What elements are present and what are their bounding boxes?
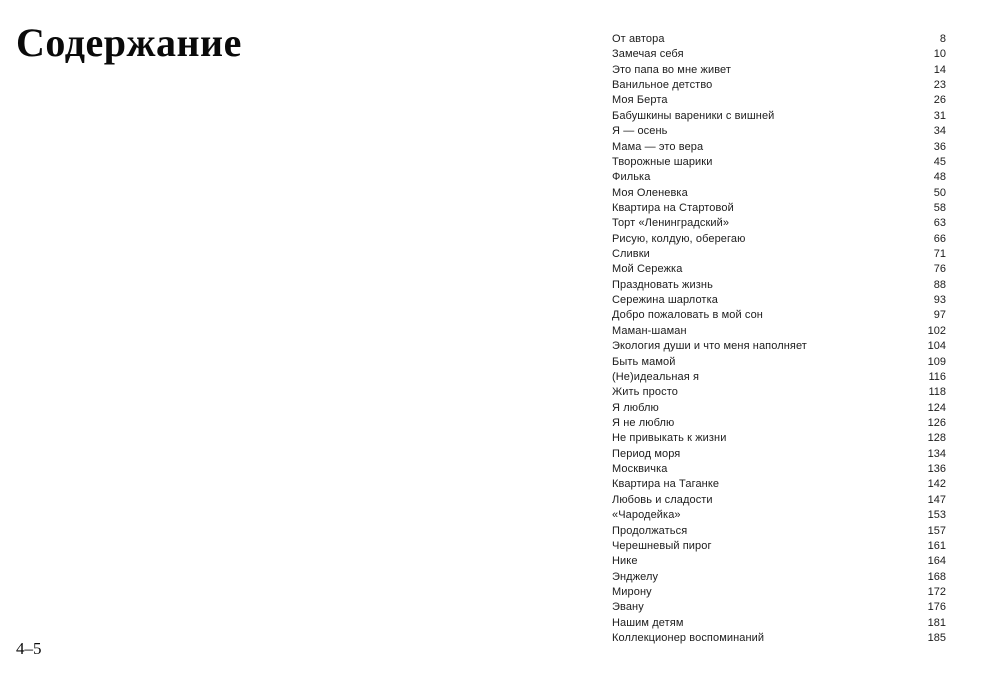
toc-entry-title: Экология души и что меня наполняет	[612, 340, 807, 353]
toc-entry	[612, 431, 946, 446]
toc-entry	[612, 355, 946, 370]
toc-entry	[612, 370, 946, 385]
toc-entry-page-number: 45	[933, 155, 946, 168]
toc-entry	[612, 32, 946, 47]
toc-entry-title: «Чародейка»	[612, 509, 681, 522]
toc-entry	[612, 447, 946, 462]
toc-entry-page-number: 109	[927, 355, 946, 368]
toc-entry-page-number: 66	[933, 232, 946, 245]
toc-entry	[612, 78, 946, 93]
toc-entry-page-number: 142	[927, 478, 946, 491]
toc-entry-page-number: 36	[933, 140, 946, 153]
toc-entry-page-number: 134	[927, 447, 946, 460]
toc-entry	[612, 616, 946, 631]
toc-entry-title: Период моря	[612, 447, 681, 460]
toc-entry-title: Моя Берта	[612, 94, 668, 107]
toc-entry	[612, 278, 946, 293]
toc-entry-page-number: 128	[927, 432, 946, 445]
toc-entry-page-number: 126	[927, 416, 946, 429]
toc-entry-page-number: 153	[927, 509, 946, 522]
toc-entry	[612, 140, 946, 155]
toc-entry	[612, 247, 946, 262]
toc-entry	[612, 308, 946, 323]
toc-entry-page-number: 31	[933, 109, 946, 122]
toc-entry-page-number: 124	[927, 401, 946, 414]
toc-entry-title: Ванильное детство	[612, 79, 713, 92]
toc-entry	[612, 585, 946, 600]
toc-entry-page-number: 8	[939, 33, 946, 45]
toc-entry-page-number: 185	[927, 632, 946, 645]
toc-entry-title: Продолжаться	[612, 524, 688, 537]
toc-entry	[612, 385, 946, 400]
toc-entry	[612, 570, 946, 585]
toc-entry-page-number: 102	[927, 324, 946, 337]
toc-entry-page-number: 136	[927, 463, 946, 476]
toc-entry	[612, 232, 946, 247]
toc-entry-page-number: 118	[928, 386, 946, 399]
toc-entry	[612, 554, 946, 569]
toc-entry-page-number: 104	[927, 340, 946, 353]
toc-entry-title: Моя Оленевка	[612, 186, 688, 199]
toc-entry-title: Праздновать жизнь	[612, 278, 713, 291]
toc-entry-page-number: 168	[927, 570, 946, 583]
toc-entry-page-number: 164	[927, 555, 946, 568]
toc-entry-title: Черешневый пирог	[612, 539, 712, 552]
page-title: Содержание	[16, 20, 242, 65]
toc-entry-page-number: 71	[933, 248, 946, 261]
toc-entry-title: Рисую, колдую, оберегаю	[612, 232, 746, 245]
toc-entry-title: Нашим детям	[612, 616, 684, 629]
toc-entry-title: Филька	[612, 171, 651, 184]
toc-entry	[612, 493, 946, 508]
toc-entry	[612, 508, 946, 523]
toc-entry-page-number: 76	[933, 263, 946, 276]
toc-entry	[612, 416, 946, 431]
toc-entry	[612, 201, 946, 216]
toc-entry-title: Мама — это вера	[612, 140, 704, 153]
toc-entry-title: Квартира на Стартовой	[612, 201, 734, 214]
toc-entry	[612, 324, 946, 339]
toc-entry	[612, 47, 946, 62]
toc-entry	[612, 262, 946, 277]
toc-entry-title: Не привыкать к жизни	[612, 432, 727, 445]
toc-entry-page-number: 176	[927, 601, 946, 614]
toc-entry-title: Москвичка	[612, 463, 668, 476]
toc-entry-title: Эвану	[612, 601, 644, 614]
toc-entry-page-number: 34	[933, 125, 946, 138]
toc-entry-title: Нике	[612, 555, 638, 568]
toc-entry-page-number: 10	[933, 48, 946, 61]
toc-entry-page-number: 97	[933, 309, 946, 322]
spread-page-indicator: 4–5	[16, 639, 42, 658]
toc-entry-title: От автора	[612, 33, 665, 45]
toc-entry-page-number: 58	[933, 201, 946, 214]
toc-entry-title: Я — осень	[612, 125, 668, 138]
toc-entry-title: Замечая себя	[612, 48, 684, 61]
toc-entry-page-number: 116	[928, 370, 946, 383]
toc-entry-page-number: 48	[933, 171, 946, 184]
toc-entry-page-number: 93	[933, 294, 946, 307]
toc-entry-page-number: 157	[927, 524, 946, 537]
toc-entry	[612, 524, 946, 539]
toc-entry	[612, 124, 946, 139]
toc-entry-title: Торт «Ленинградский»	[612, 217, 730, 230]
toc-entry-title: Быть мамой	[612, 355, 676, 368]
toc-entry-page-number: 26	[933, 94, 946, 107]
toc-entry-page-number: 23	[933, 79, 946, 92]
toc-entry	[612, 600, 946, 615]
toc-entry-title: (Не)идеальная я	[612, 370, 699, 383]
toc-entry	[612, 93, 946, 108]
toc-entry-title: Я не люблю	[612, 416, 675, 429]
toc-entry-title: Сливки	[612, 248, 650, 261]
toc-entry	[612, 293, 946, 308]
toc-list	[612, 32, 946, 646]
toc-entry	[612, 155, 946, 170]
toc-entry-title: Маман-шаман	[612, 324, 687, 337]
toc-entry-title: Я люблю	[612, 401, 659, 414]
toc-entry	[612, 63, 946, 78]
toc-entry-title: Сережина шарлотка	[612, 294, 718, 307]
toc-entry	[612, 631, 946, 646]
toc-entry-page-number: 14	[933, 63, 946, 76]
toc-entry-title: Энджелу	[612, 570, 659, 583]
toc-entry	[612, 462, 946, 477]
toc-entry-page-number: 63	[933, 217, 946, 230]
toc-entry-title: Бабушкины вареники с вишней	[612, 109, 775, 122]
toc-entry-title: Коллекционер воспоминаний	[612, 632, 765, 645]
toc-entry-page-number: 172	[927, 585, 946, 598]
toc-entry-title: Добро пожаловать в мой сон	[612, 309, 763, 322]
toc-entry-title: Мирону	[612, 585, 652, 598]
toc-entry-page-number: 161	[927, 539, 946, 552]
toc-entry-page-number: 50	[933, 186, 946, 199]
toc-entry-page-number: 147	[927, 493, 946, 506]
toc-entry	[612, 216, 946, 231]
toc-entry-title: Любовь и сладости	[612, 493, 713, 506]
toc-entry	[612, 339, 946, 354]
toc-entry	[612, 109, 946, 124]
toc-entry-page-number: 88	[933, 278, 946, 291]
toc-entry	[612, 477, 946, 492]
toc-entry-title: Творожные шарики	[612, 155, 713, 168]
toc-entry	[612, 186, 946, 201]
toc-entry	[612, 401, 946, 416]
toc-entry	[612, 170, 946, 185]
toc-entry-title: Это папа во мне живет	[612, 63, 732, 76]
toc-entry-title: Квартира на Таганке	[612, 478, 720, 491]
toc-entry-title: Жить просто	[612, 386, 678, 399]
toc-entry	[612, 539, 946, 554]
toc-entry-page-number: 181	[927, 616, 946, 629]
toc-entry-title: Мой Сережка	[612, 263, 683, 276]
